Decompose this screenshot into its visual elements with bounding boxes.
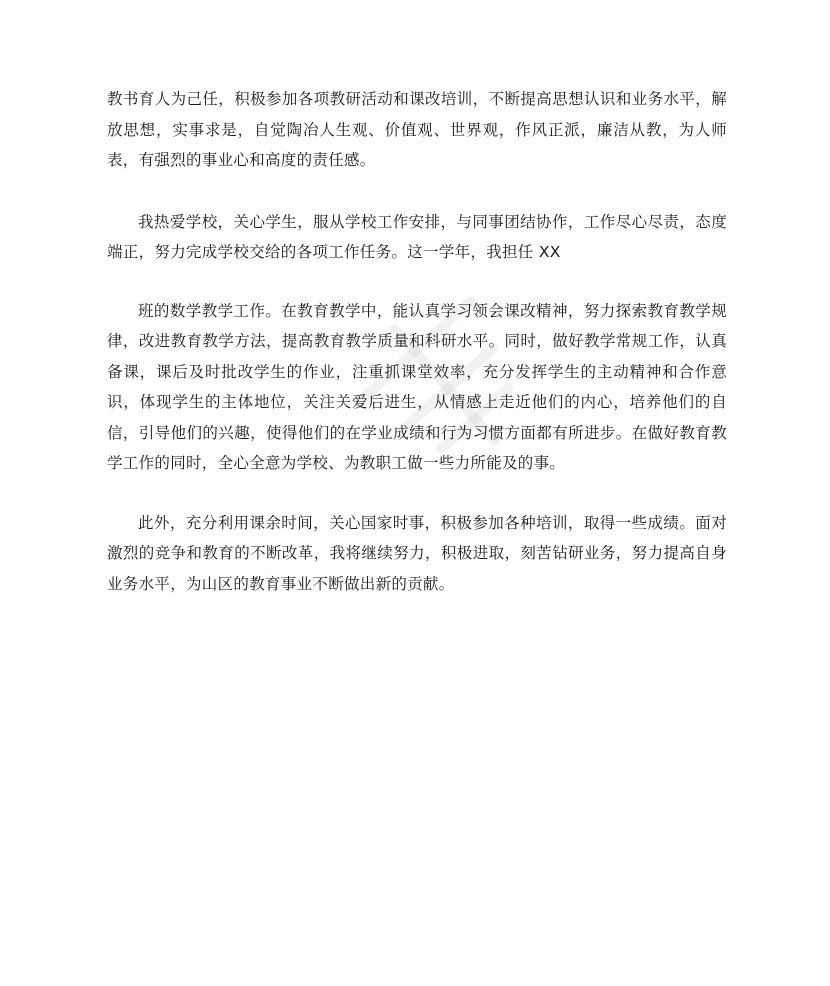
document-body bbox=[107, 84, 727, 629]
paragraph-3: 班的数学教学工作。在教育教学中，能认真学习领会课改精神，努力探索教育教学规律，改进教育教学方法，提高教育教学质量和科研水平。同时，做好教学常规工作，认真备课，课后及时批改学生的作业，注重抓课堂效率，充分发挥学生的主动精神和合作意识，体现学生的主体地位，关注关爱后进生，从情感上走近他们的内心，培养他们的自信，引导他们的兴趣，使得他们的在学业成绩和行为习惯方面都有所进步。在做好教育教学工作的同时，全心全意为学校、为教职工做一些力所能及的事。 bbox=[107, 301, 727, 472]
paragraph-2: 我热爱学校，关心学生，服从学校工作安排，与同事团结协作，工作尽心尽责，态度端正，努力完成学校交给的各项工作任务。这一学年，我担任 XX bbox=[107, 212, 727, 261]
paragraph-1: 教书育人为己任，积极参加各项教研活动和课改培训，不断提高思想认识和业务水平，解放思想，实事求是，自觉陶冶人生观、价值观、世界观，作风正派，廉洁从教，为人师表，有强烈的事业心和高度的责任感。 bbox=[107, 90, 727, 169]
paragraph-4: 此外，充分利用课余时间，关心国家时事，积极参加各种培训，取得一些成绩。面对激烈的竞争和教育的不断改革，我将继续努力，积极进取，刻苦钻研业务，努力提高自身业务水平，为山区的教育事业不断做出新的贡献。 bbox=[107, 513, 727, 593]
